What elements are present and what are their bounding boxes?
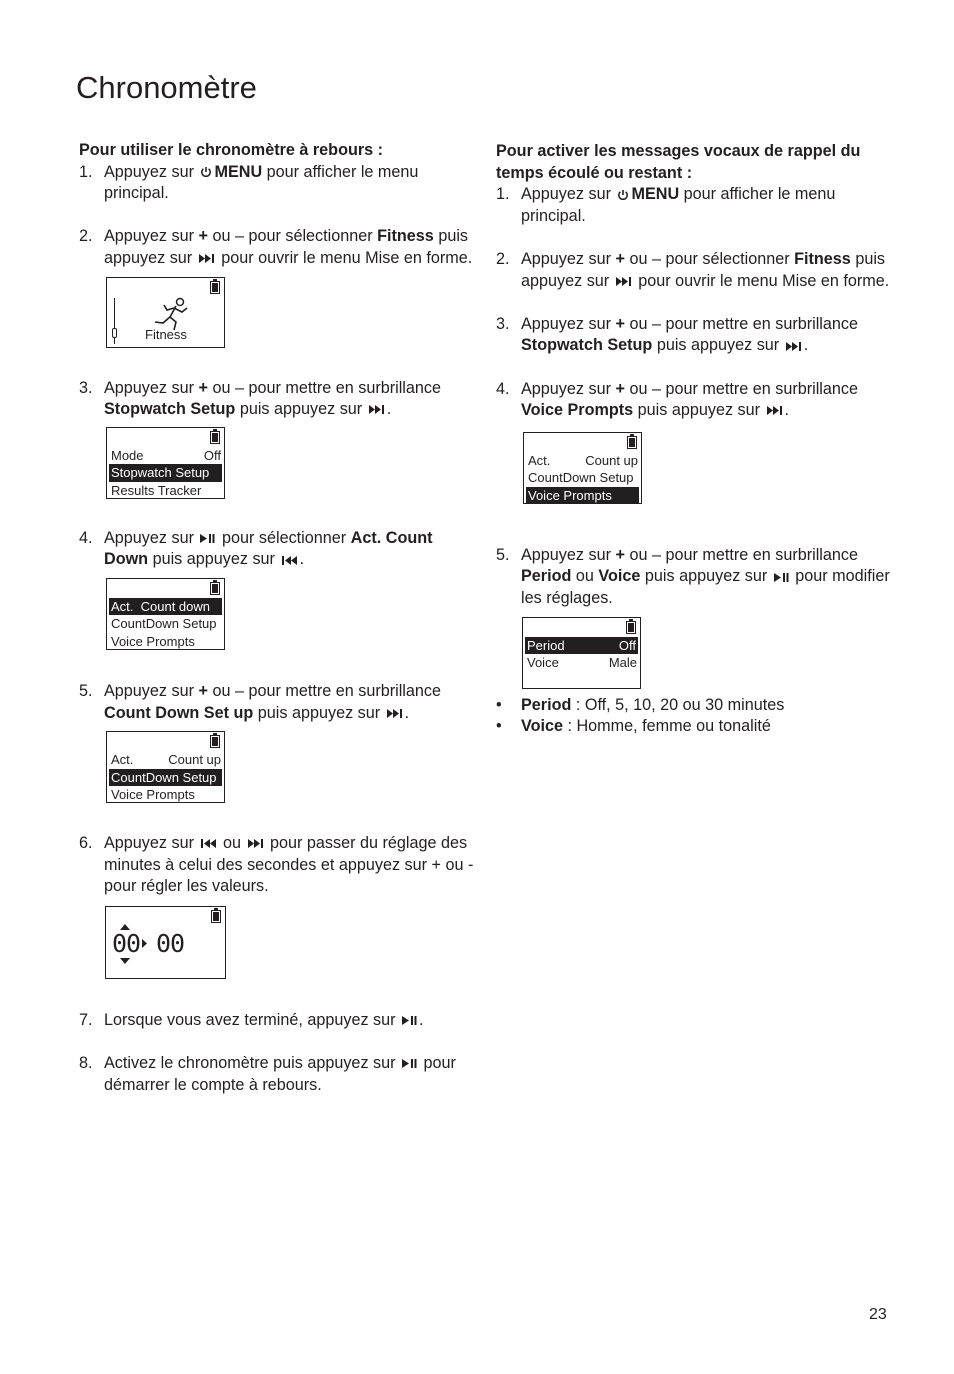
bullet-dot: •: [496, 695, 502, 714]
step-text: pour démarrer le compte à rebours.: [104, 1054, 456, 1094]
step-number: 1.: [79, 162, 93, 181]
row-label: Act.: [111, 752, 134, 768]
row-label: Results Tracker: [111, 482, 202, 498]
step-text: Appuyez sur: [104, 227, 194, 246]
step-text: puis appuyez sur: [521, 249, 886, 290]
left-column: [79, 140, 474, 1096]
step-text: Appuyez sur: [104, 378, 194, 397]
step-text: ou: [222, 834, 241, 853]
left-step-6: [79, 833, 474, 898]
right-step-2: [496, 249, 896, 292]
row-label: Voice: [527, 655, 559, 670]
plus-label: +: [615, 545, 625, 564]
stopwatch-setup-label: Stopwatch Setup: [521, 336, 653, 355]
step-text: puis appuyez sur: [656, 336, 780, 355]
right-step-5: [496, 545, 896, 610]
step-text: pour ouvrir le menu Mise en forme.: [638, 271, 890, 290]
period-voice-screen: [522, 617, 641, 689]
right-heading: Pour activer les messages vocaux de rappel du temps écoulé ou restant :: [496, 142, 861, 182]
battery-icon: [210, 431, 220, 444]
plus-label: +: [198, 378, 208, 397]
step-text: puis appuyez sur: [257, 703, 381, 722]
row-value: Off: [618, 637, 636, 653]
step-text: pour afficher le menu principal.: [104, 162, 419, 203]
voice-label: Voice: [598, 567, 641, 586]
screen-row-highlighted: [109, 598, 222, 616]
fitness-label: Fitness: [794, 249, 851, 268]
screen-row: [107, 786, 224, 804]
step-number: 5.: [79, 681, 93, 700]
step-text: Appuyez sur: [521, 185, 611, 204]
play-pause-icon: [774, 573, 789, 582]
period: .: [299, 550, 304, 569]
step-number: 1.: [496, 185, 510, 204]
screen-row: [523, 654, 640, 672]
step-text: puis appuyez sur: [637, 401, 761, 420]
row-label: Voice Prompts: [111, 633, 195, 649]
bullet-period: [496, 695, 896, 717]
step-text: Appuyez sur: [104, 681, 194, 700]
screen-row-highlighted: [109, 769, 222, 787]
bullet-label: Voice: [521, 717, 563, 736]
fitness-screen-label: Fitness: [145, 326, 187, 342]
screen-row-highlighted: [525, 637, 638, 655]
row-label: CountDown Setup: [111, 769, 217, 785]
step-number: 5.: [496, 545, 510, 564]
left-step-4: [79, 528, 474, 571]
step-number: 4.: [496, 379, 510, 398]
act-count-down-screen: [106, 578, 225, 650]
step-text: Appuyez sur: [104, 162, 194, 181]
bullet-label: Period: [521, 695, 572, 714]
battery-icon: [210, 582, 220, 595]
row-label: Voice Prompts: [111, 787, 195, 803]
row-value: Count up: [585, 452, 638, 468]
step-text: puis appuyez sur: [644, 567, 768, 586]
screen-row: [107, 633, 224, 651]
power-icon: [200, 166, 212, 178]
step-number: 3.: [496, 314, 510, 333]
row-label: Mode: [111, 447, 144, 463]
step-text: ou – pour sélectionner: [212, 227, 373, 246]
step-number: 2.: [496, 249, 510, 268]
skip-forward-icon: [767, 406, 783, 415]
scroll-thumb: [112, 328, 117, 338]
period: .: [784, 401, 790, 420]
battery-icon: [211, 910, 221, 923]
step-text: ou – pour mettre en surbrillance: [212, 681, 441, 700]
step-number: 2.: [79, 227, 93, 246]
fitness-label: Fitness: [377, 227, 434, 246]
plus-label: +: [198, 681, 208, 700]
bullet-text: : Off, 5, 10, 20 ou 30 minutes: [571, 695, 785, 714]
step-text: puis appuyez sur: [104, 227, 469, 267]
play-pause-icon: [402, 1016, 417, 1025]
left-step-8: [79, 1053, 474, 1096]
step-text: Appuyez sur: [104, 834, 194, 853]
stopwatch-menu-screen: [106, 427, 225, 499]
row-label: Period: [527, 637, 565, 653]
menu-label: MENU: [631, 185, 680, 204]
right-step-3: [496, 314, 896, 357]
bullet-voice: [496, 716, 896, 738]
battery-icon: [626, 621, 636, 634]
seconds-value: 00: [156, 928, 185, 958]
step-text: pour ouvrir le menu Mise en forme.: [221, 248, 473, 267]
step-text: pour passer du réglage des minutes à celui des secondes et appuyez sur + ou - pour régler les valeurs.: [104, 834, 474, 896]
time-setting-screen: [105, 906, 226, 979]
step-text: Appuyez sur: [521, 314, 611, 333]
step-text: Activez le chronomètre puis appuyez sur: [104, 1054, 396, 1073]
skip-forward-icon: [248, 839, 264, 848]
row-value: Off: [203, 447, 221, 463]
skip-back-icon: [200, 839, 216, 848]
right-step-4: [496, 379, 896, 422]
battery-icon: [627, 436, 637, 449]
step-text: ou – pour mettre en surbrillance: [629, 314, 858, 333]
row-label: Act.: [528, 452, 551, 468]
plus-label: +: [198, 227, 208, 246]
right-step-1: [496, 184, 896, 227]
plus-label: +: [615, 314, 625, 333]
step-number: 6.: [79, 834, 93, 853]
step-text: Appuyez sur: [521, 249, 611, 268]
row-label: Voice Prompts: [528, 487, 612, 503]
step-text: ou – pour mettre en surbrillance: [212, 378, 441, 397]
skip-forward-icon: [387, 709, 403, 718]
row-label: Act. Count down: [111, 598, 210, 614]
step-text: puis appuyez sur: [152, 550, 275, 569]
row-value: Count up: [168, 752, 221, 768]
step-text: ou: [575, 567, 594, 586]
period-label: Period: [521, 567, 572, 586]
right-column: [496, 141, 896, 738]
down-arrow-icon: [120, 958, 130, 964]
play-pause-icon: [402, 1059, 417, 1068]
row-label: CountDown Setup: [528, 470, 634, 486]
row-value: Male: [608, 655, 637, 670]
step-text: puis appuyez sur: [239, 400, 363, 419]
step-number: 7.: [79, 1010, 93, 1029]
left-step-1: [79, 162, 474, 205]
screen-row: [107, 751, 224, 769]
step-text: pour modifier les réglages.: [521, 567, 890, 607]
voice-prompts-screen: [523, 432, 642, 504]
step-text: pour sélectionner: [221, 528, 347, 547]
fitness-screen: [106, 277, 225, 348]
power-icon: [617, 189, 629, 201]
skip-forward-icon: [786, 342, 802, 351]
battery-icon: [210, 735, 220, 748]
left-step-2: [79, 226, 474, 269]
screen-row: [107, 447, 224, 465]
period: .: [803, 336, 809, 355]
minutes-value: 00: [112, 928, 141, 958]
skip-back-icon: [281, 556, 297, 565]
screen-row: [107, 482, 224, 500]
period: .: [386, 400, 392, 419]
step-text: Appuyez sur: [521, 379, 611, 398]
row-label: Stopwatch Setup: [111, 465, 210, 481]
step-text: Appuyez sur: [104, 528, 194, 547]
left-step-7: [79, 1010, 474, 1032]
screen-row: [524, 452, 641, 470]
left-step-5: [79, 681, 474, 724]
left-step-3: [79, 378, 474, 421]
step-text: ou – pour sélectionner: [629, 249, 790, 268]
left-heading: Pour utiliser le chronomètre à rebours :: [79, 141, 384, 159]
count-down-setup-label: Count Down Set up: [104, 703, 254, 722]
row-label: CountDown Setup: [111, 616, 217, 632]
skip-forward-icon: [616, 277, 632, 286]
skip-forward-icon: [369, 405, 385, 414]
step-number: 4.: [79, 528, 93, 547]
voice-prompts-label: Voice Prompts: [521, 401, 634, 420]
bullet-text: : Homme, femme ou tonalité: [563, 717, 771, 736]
period: .: [404, 703, 410, 722]
act-count-down-label: Act. Count Down: [104, 528, 433, 569]
step-text: ou – pour mettre en surbrillance: [629, 379, 858, 398]
plus-label: +: [615, 379, 625, 398]
period: .: [419, 1010, 424, 1029]
step-text: ou – pour mettre en surbrillance: [629, 545, 858, 564]
skip-forward-icon: [199, 254, 215, 263]
step-text: Lorsque vous avez terminé, appuyez sur: [104, 1010, 396, 1029]
page-title: Chronomètre: [76, 70, 257, 105]
battery-icon: [210, 281, 220, 294]
screen-row-highlighted: [526, 487, 639, 505]
screen-row-highlighted: [109, 464, 222, 482]
screen-row: [107, 615, 224, 633]
stopwatch-setup-label: Stopwatch Setup: [104, 400, 236, 419]
right-arrow-icon: [142, 939, 147, 948]
step-text: pour afficher le menu principal.: [521, 185, 836, 225]
step-number: 3.: [79, 378, 93, 397]
screen-row: [524, 469, 641, 487]
step-text: Appuyez sur: [521, 545, 611, 564]
step-number: 8.: [79, 1054, 93, 1073]
play-pause-icon: [200, 534, 215, 543]
countdown-setup-screen: [106, 731, 225, 803]
page-number: 23: [869, 1306, 887, 1323]
plus-label: +: [615, 249, 625, 268]
bullet-dot: •: [496, 717, 502, 736]
menu-label: MENU: [214, 162, 263, 181]
